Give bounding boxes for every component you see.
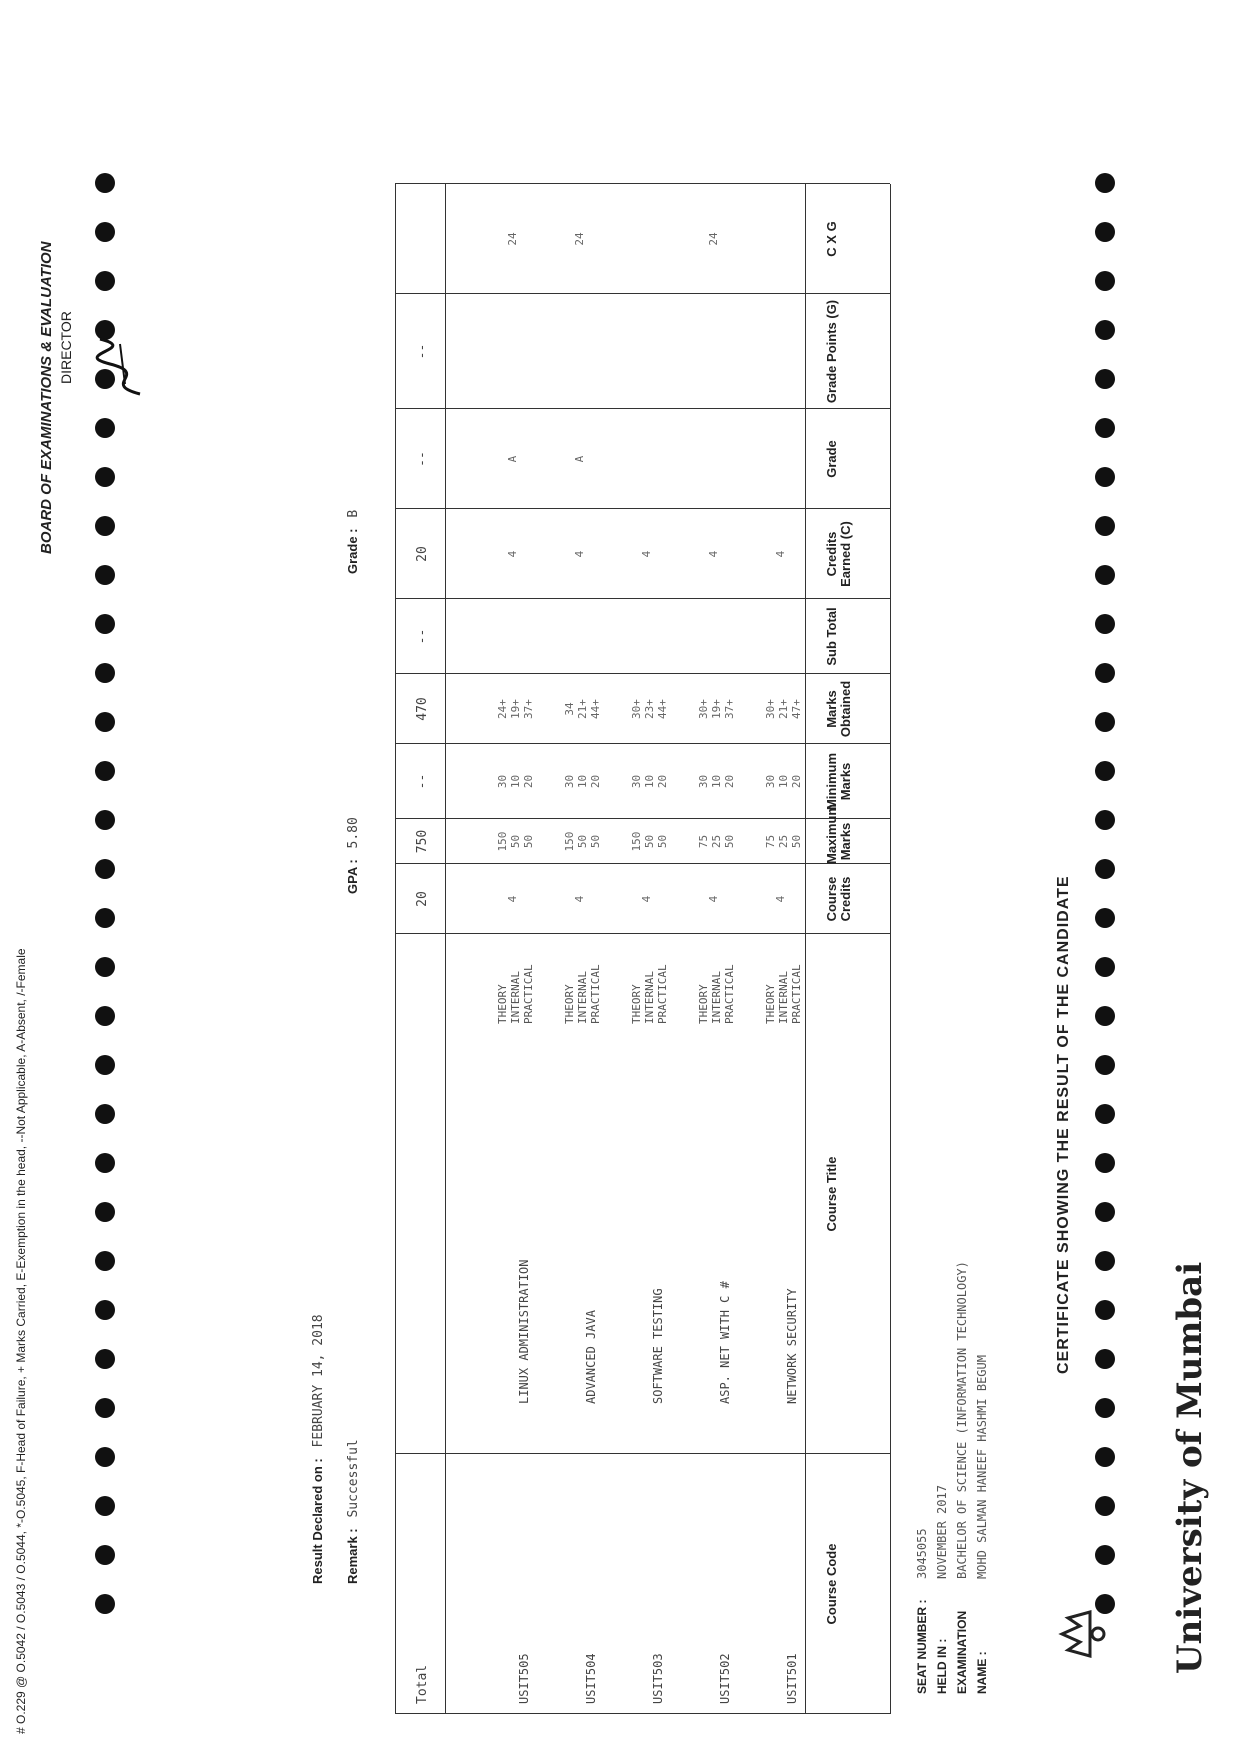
max-marks: 50 (656, 834, 669, 849)
component-label: THEORY (764, 984, 777, 1024)
cell-earned: 4 (707, 550, 720, 558)
max-marks: 75 (764, 834, 777, 849)
min-marks: 30 (563, 774, 576, 789)
gpa-label: GPA : (345, 859, 360, 894)
marks-obtained: 37+ (723, 699, 736, 719)
max-marks: 25 (777, 834, 790, 849)
marks-obtained: 37+ (522, 699, 535, 719)
cell-credits: 4 (573, 895, 586, 903)
course-title: LINUX ADMINISTRATION (517, 1259, 531, 1404)
cell-credits: 4 (640, 895, 653, 903)
cell-credits: 4 (774, 895, 787, 903)
total-points: -- (415, 343, 430, 360)
header-grade: Grade (824, 440, 839, 478)
remark-label: Remark : (345, 1528, 360, 1584)
marks-obtained: 30+ (697, 699, 710, 719)
max-marks: 50 (790, 834, 803, 849)
table-column-rule (395, 183, 890, 184)
cell-cg: 24 (573, 232, 586, 246)
candidate-name: MOHD SALMAN HANEEF HASHMI BEGUM (975, 1355, 989, 1579)
cell-earned: 4 (573, 550, 586, 558)
course-code: USIT502 (718, 1653, 732, 1704)
grade-label: Grade : (345, 528, 360, 574)
table-column-rule (395, 408, 890, 409)
component-label: INTERNAL (777, 971, 790, 1024)
held-in-label: HELD IN : (935, 1638, 949, 1694)
component-label: INTERNAL (643, 971, 656, 1024)
table-rule (890, 184, 891, 1714)
header-points: Grade Points (G) (824, 299, 839, 404)
total-label: Total (415, 1664, 430, 1704)
total-earned: 20 (415, 546, 430, 562)
examination-value: BACHELOR OF SCIENCE (INFORMATION TECHNOLOGY) (955, 1261, 969, 1579)
min-marks: 20 (723, 774, 736, 789)
total-subtotal: -- (415, 628, 430, 645)
header-title: Course Title (824, 1156, 839, 1232)
min-marks: 10 (710, 774, 723, 789)
examination-label: EXAMINATION (955, 1610, 969, 1694)
min-marks: 10 (509, 774, 522, 789)
table-rule (445, 184, 446, 1714)
total-grade: -- (415, 451, 430, 467)
cell-earned: 4 (506, 550, 519, 558)
component-label: PRACTICAL (656, 964, 669, 1024)
max-marks: 50 (589, 834, 602, 849)
certificate-title: CERTIFICATE SHOWING THE RESULT OF THE CANDIDATE (1055, 875, 1072, 1374)
marks-obtained: 44+ (656, 699, 669, 719)
min-marks: 20 (522, 774, 535, 789)
header-obtained: Marks Obtained (824, 680, 853, 738)
component-label: INTERNAL (576, 971, 589, 1024)
component-label: THEORY (697, 984, 710, 1024)
course-title: NETWORK SECURITY (785, 1288, 799, 1404)
header-min: Minimum Marks (824, 752, 853, 811)
min-marks: 30 (496, 774, 509, 789)
board-name: BOARD OF EXAMINATIONS & EVALUATION (38, 241, 55, 554)
marks-obtained: 47+ (790, 699, 803, 719)
component-label: INTERNAL (710, 971, 723, 1024)
cell-grade: A (506, 455, 519, 463)
max-marks: 50 (522, 834, 535, 849)
university-name: University of Mumbai (1170, 1261, 1210, 1674)
marks-obtained: 19+ (710, 699, 723, 719)
course-code: USIT501 (785, 1653, 799, 1704)
cell-grade: A (573, 455, 586, 463)
gpa-value: 5.80 (346, 817, 361, 849)
name-label: NAME : (975, 1651, 989, 1694)
total-obtained: 470 (415, 697, 430, 721)
course-code: USIT504 (584, 1653, 598, 1704)
component-label: PRACTICAL (723, 964, 736, 1024)
header-max: Maximum Marks (824, 804, 853, 864)
grade-value: B (346, 509, 361, 518)
declared-label: Result Declared on : (310, 1458, 325, 1584)
max-marks: 150 (630, 831, 643, 852)
director-signature-icon (80, 324, 160, 404)
cell-cg: 24 (707, 232, 720, 246)
marks-obtained: 34 (563, 702, 576, 716)
seat-number-value: 3045055 (915, 1528, 929, 1579)
header-code: Course Code (824, 1543, 839, 1625)
max-marks: 150 (563, 831, 576, 852)
min-marks: 30 (630, 774, 643, 789)
total-min: -- (415, 773, 430, 790)
course-code: USIT505 (517, 1653, 531, 1704)
marks-obtained: 23+ (643, 699, 656, 719)
component-label: THEORY (496, 984, 509, 1024)
course-title: SOFTWARE TESTING (651, 1288, 665, 1404)
marks-obtained: 30+ (764, 699, 777, 719)
min-marks: 20 (656, 774, 669, 789)
course-title: ADVANCED JAVA (584, 1310, 598, 1404)
max-marks: 50 (509, 834, 522, 849)
header-credits: Course Credits (824, 876, 853, 922)
component-label: THEORY (630, 984, 643, 1024)
max-marks: 50 (643, 834, 656, 849)
seat-number-label: SEAT NUMBER : (915, 1599, 929, 1694)
held-in-value: NOVEMBER 2017 (935, 1485, 949, 1579)
component-label: PRACTICAL (589, 964, 602, 1024)
course-code: USIT503 (651, 1653, 665, 1704)
course-title: ASP. NET WITH C # (718, 1281, 732, 1404)
component-label: PRACTICAL (522, 964, 535, 1024)
header-cg: C X G (824, 221, 839, 257)
cell-cg: 24 (506, 232, 519, 246)
marks-obtained: 21+ (576, 699, 589, 719)
marks-obtained: 44+ (589, 699, 602, 719)
marks-obtained: 19+ (509, 699, 522, 719)
min-marks: 10 (576, 774, 589, 789)
component-label: PRACTICAL (790, 964, 803, 1024)
min-marks: 30 (697, 774, 710, 789)
director-title: DIRECTOR (58, 311, 74, 384)
min-marks: 20 (589, 774, 602, 789)
table-rule (395, 184, 396, 1714)
table-column-rule (395, 293, 890, 294)
total-credits: 20 (415, 891, 430, 907)
header-subtotal: Sub Total (824, 607, 839, 666)
cell-earned: 4 (640, 550, 653, 558)
cell-earned: 4 (774, 550, 787, 558)
marks-obtained: 30+ (630, 699, 643, 719)
max-marks: 50 (723, 834, 736, 849)
legend-text: # O.229 @ O.5042 / O.5043 / O.5044, *-O.5045, F-Head of Failure, + Marks Carried, E-Exemption in the head, --Not Applicable, A-Absent, /-Female (14, 948, 28, 1734)
marks-obtained: 24+ (496, 699, 509, 719)
table-column-rule (395, 1713, 890, 1714)
total-max: 750 (415, 829, 430, 854)
cell-credits: 4 (707, 895, 720, 903)
max-marks: 25 (710, 834, 723, 849)
cell-credits: 4 (506, 895, 519, 903)
max-marks: 50 (576, 834, 589, 849)
component-label: THEORY (563, 984, 576, 1024)
max-marks: 75 (697, 834, 710, 849)
header-earned: Credits Earned (C) (824, 521, 853, 587)
min-marks: 10 (643, 774, 656, 789)
min-marks: 10 (777, 774, 790, 789)
table-header-rule (805, 184, 806, 1714)
max-marks: 150 (496, 831, 509, 852)
min-marks: 20 (790, 774, 803, 789)
declared-value: FEBRUARY 14, 2018 (311, 1314, 326, 1448)
marks-obtained: 21+ (777, 699, 790, 719)
component-label: INTERNAL (509, 971, 522, 1024)
min-marks: 30 (764, 774, 777, 789)
table-column-rule (395, 1453, 890, 1454)
remark-value: Successful (346, 1439, 361, 1518)
